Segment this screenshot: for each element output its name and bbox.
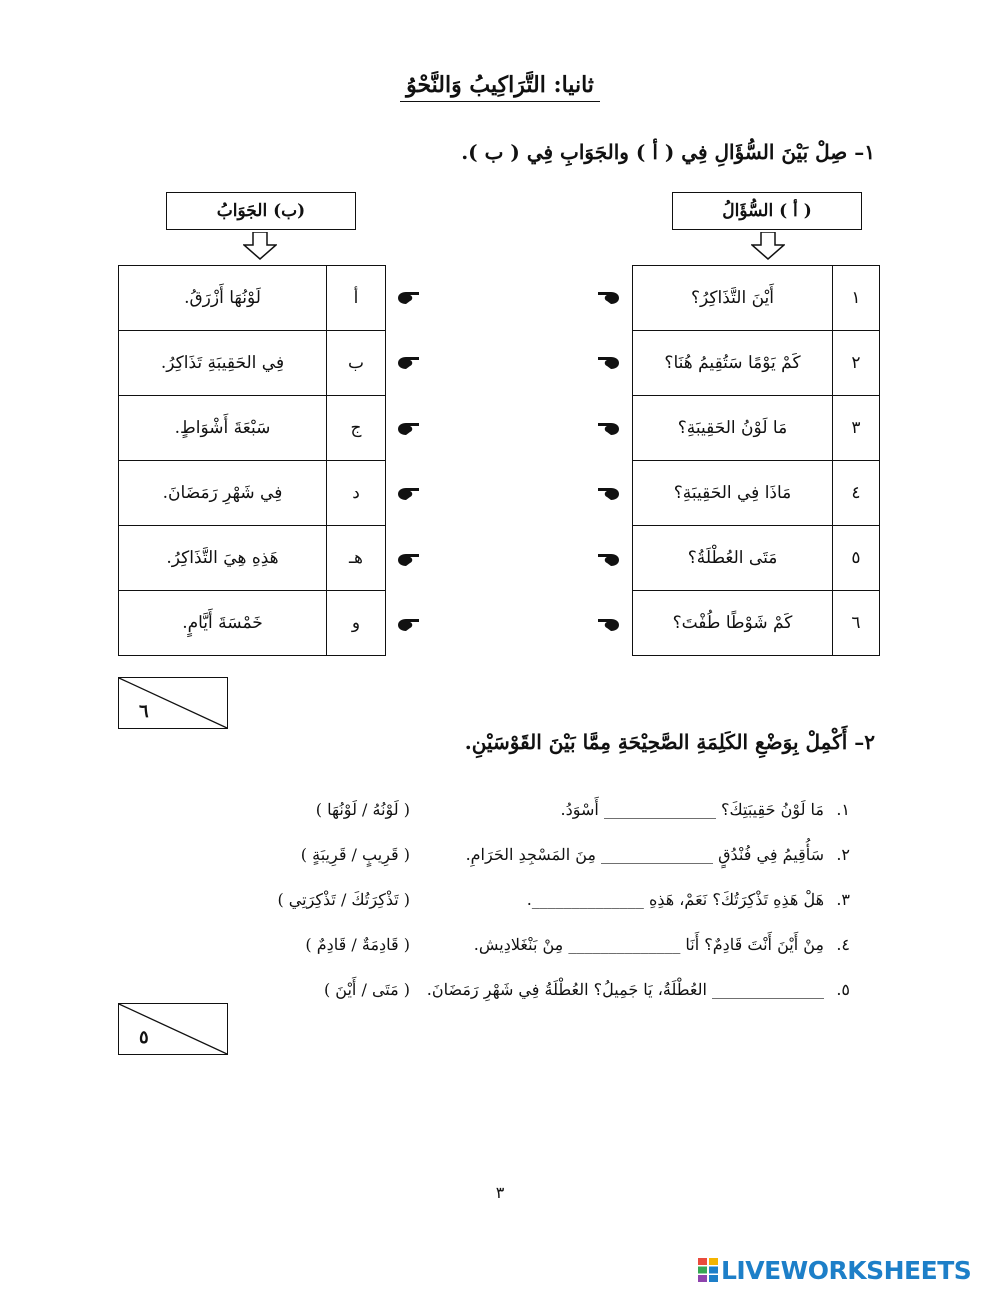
fill-in-sentence[interactable]: مِنْ أَيْنَ أَنْتَ قَادِمٌ؟ أَنَا ______________ مِنْ بَنْغَلادِيش. bbox=[473, 935, 824, 954]
match-pointer-answer-icon[interactable] bbox=[398, 356, 420, 370]
answer-text: هَذِهِ هِيَ التَّذَاكِرُ. bbox=[119, 526, 327, 591]
score-diagonal bbox=[119, 678, 227, 728]
fill-in-choices: ( تَذْكِرَتُكَ / تَذْكِرَتِي ) bbox=[277, 890, 410, 909]
column-header-question: ( أ ) السُّؤَالُ bbox=[672, 192, 862, 230]
answer-letter: هـ bbox=[327, 526, 386, 591]
score-diagonal bbox=[119, 1004, 227, 1054]
match-pointer-answer-icon[interactable] bbox=[398, 422, 420, 436]
answer-text: فِي الحَقِيبَةِ تَذَاكِرُ. bbox=[119, 331, 327, 396]
question-number: ٤ bbox=[833, 461, 880, 526]
match-pointer-answer-icon[interactable] bbox=[398, 618, 420, 632]
score-value: ٦ bbox=[139, 701, 149, 722]
question-text: مَتَى العُطْلَةُ؟ bbox=[633, 526, 833, 591]
score-box-2 bbox=[118, 1003, 228, 1055]
fill-in-sentence[interactable]: سَأُقِيمُ فِي فُنْدُقٍ ______________ مِنَ المَسْجِدِ الحَرَامِ. bbox=[465, 845, 824, 864]
down-arrow-icon bbox=[751, 232, 785, 260]
liveworksheets-logo-icon bbox=[698, 1258, 718, 1282]
match-pointer-question-icon[interactable] bbox=[597, 356, 619, 370]
question-number: ٦ bbox=[833, 591, 880, 656]
answer-row bbox=[119, 396, 386, 461]
fill-in-number: ١. bbox=[836, 800, 850, 819]
question-text: مَا لَوْنُ الحَقِيبَةِ؟ bbox=[633, 396, 833, 461]
question-row bbox=[633, 526, 880, 591]
answers-table bbox=[118, 265, 386, 656]
questions-table bbox=[632, 265, 880, 656]
answer-letter: و bbox=[327, 591, 386, 656]
fill-in-number: ٢. bbox=[836, 845, 850, 864]
fill-in-item-1 bbox=[561, 800, 850, 819]
brand-logo bbox=[698, 1256, 971, 1285]
question-row bbox=[633, 331, 880, 396]
question-number: ٥ bbox=[833, 526, 880, 591]
fill-in-choices: ( مَتَى / أَيْنَ ) bbox=[323, 980, 410, 999]
answer-row bbox=[119, 591, 386, 656]
question-2-instruction: ٢– أَكْمِلْ بِوَضْعِ الكَلِمَةِ الصَّحِيْحَةِ مِمَّا بَيْنَ القَوْسَيْنِ. bbox=[464, 730, 875, 754]
question-row bbox=[633, 461, 880, 526]
fill-in-item-5 bbox=[427, 980, 850, 999]
answer-row bbox=[119, 266, 386, 331]
fill-in-item-2 bbox=[466, 845, 850, 864]
fill-in-sentence[interactable]: هَلْ هَذِهِ تَذْكِرَتُكَ؟ نَعَمْ، هَذِهِ ______________. bbox=[526, 890, 824, 909]
question-number: ٢ bbox=[833, 331, 880, 396]
question-text: أَيْنَ التَّذَاكِرُ؟ bbox=[633, 266, 833, 331]
answer-letter: أ bbox=[327, 266, 386, 331]
match-pointer-answer-icon[interactable] bbox=[398, 487, 420, 501]
down-arrow-icon bbox=[243, 232, 277, 260]
section-title-text: ثانيا: التَّرَاكِيبُ وَالنَّحْوُ bbox=[400, 72, 600, 102]
fill-in-choices: ( قَرِيبٍ / قَرِيبَةٍ ) bbox=[300, 845, 410, 864]
question-row bbox=[633, 396, 880, 461]
question-text: كَمْ شَوْطًا طُفْتَ؟ bbox=[633, 591, 833, 656]
answer-row bbox=[119, 331, 386, 396]
answer-text: سَبْعَةَ أَشْوَاطٍ. bbox=[119, 396, 327, 461]
question-number: ١ bbox=[833, 266, 880, 331]
column-header-answer: (ب) الجَوَابُ bbox=[166, 192, 356, 230]
fill-in-choices: ( قَادِمَةٌ / قَادِمٌ ) bbox=[305, 935, 410, 954]
answer-text: خَمْسَةَ أَيَّامٍ. bbox=[119, 591, 327, 656]
fill-in-number: ٤. bbox=[836, 935, 850, 954]
match-pointer-answer-icon[interactable] bbox=[398, 291, 420, 305]
fill-in-sentence[interactable]: مَا لَوْنُ حَقِيبَتِكَ؟ ______________ أَسْوَدُ. bbox=[560, 800, 824, 819]
question-1-instruction: ١– صِلْ بَيْنَ السُّؤَالِ فِي ( أ ) والجَوَابِ فِي ( ب ). bbox=[461, 140, 875, 164]
section-title bbox=[0, 72, 1000, 98]
answer-row bbox=[119, 526, 386, 591]
question-row bbox=[633, 591, 880, 656]
match-pointer-question-icon[interactable] bbox=[597, 291, 619, 305]
fill-in-choices: ( لَوْنُهُ / لَوْنُهَا ) bbox=[315, 800, 410, 819]
match-pointer-question-icon[interactable] bbox=[597, 553, 619, 567]
brand-name: LIVEWORKSHEETS bbox=[721, 1256, 972, 1285]
question-row bbox=[633, 266, 880, 331]
page-number: ٣ bbox=[495, 1183, 505, 1202]
score-value: ٥ bbox=[139, 1027, 149, 1048]
answer-letter: ب bbox=[327, 331, 386, 396]
answer-text: لَوْنُهَا أَزْرَقُ. bbox=[119, 266, 327, 331]
answer-letter: ج bbox=[327, 396, 386, 461]
answer-row bbox=[119, 461, 386, 526]
score-box-1 bbox=[118, 677, 228, 729]
match-pointer-answer-icon[interactable] bbox=[398, 553, 420, 567]
answer-letter: د bbox=[327, 461, 386, 526]
match-pointer-question-icon[interactable] bbox=[597, 618, 619, 632]
fill-in-number: ٥. bbox=[836, 980, 850, 999]
question-text: مَاذَا فِي الحَقِيبَةِ؟ bbox=[633, 461, 833, 526]
answer-text: فِي شَهْرِ رَمَضَانَ. bbox=[119, 461, 327, 526]
fill-in-sentence[interactable]: ______________ العُطْلَةُ، يَا جَمِيلُ؟ العُطْلَةُ فِي شَهْرِ رَمَضَانَ. bbox=[426, 980, 824, 999]
fill-in-number: ٣. bbox=[836, 890, 850, 909]
match-pointer-question-icon[interactable] bbox=[597, 487, 619, 501]
question-number: ٣ bbox=[833, 396, 880, 461]
question-text: كَمْ يَوْمًا سَتُقِيمُ هُنَا؟ bbox=[633, 331, 833, 396]
match-pointer-question-icon[interactable] bbox=[597, 422, 619, 436]
fill-in-item-3 bbox=[527, 890, 850, 909]
fill-in-item-4 bbox=[474, 935, 850, 954]
